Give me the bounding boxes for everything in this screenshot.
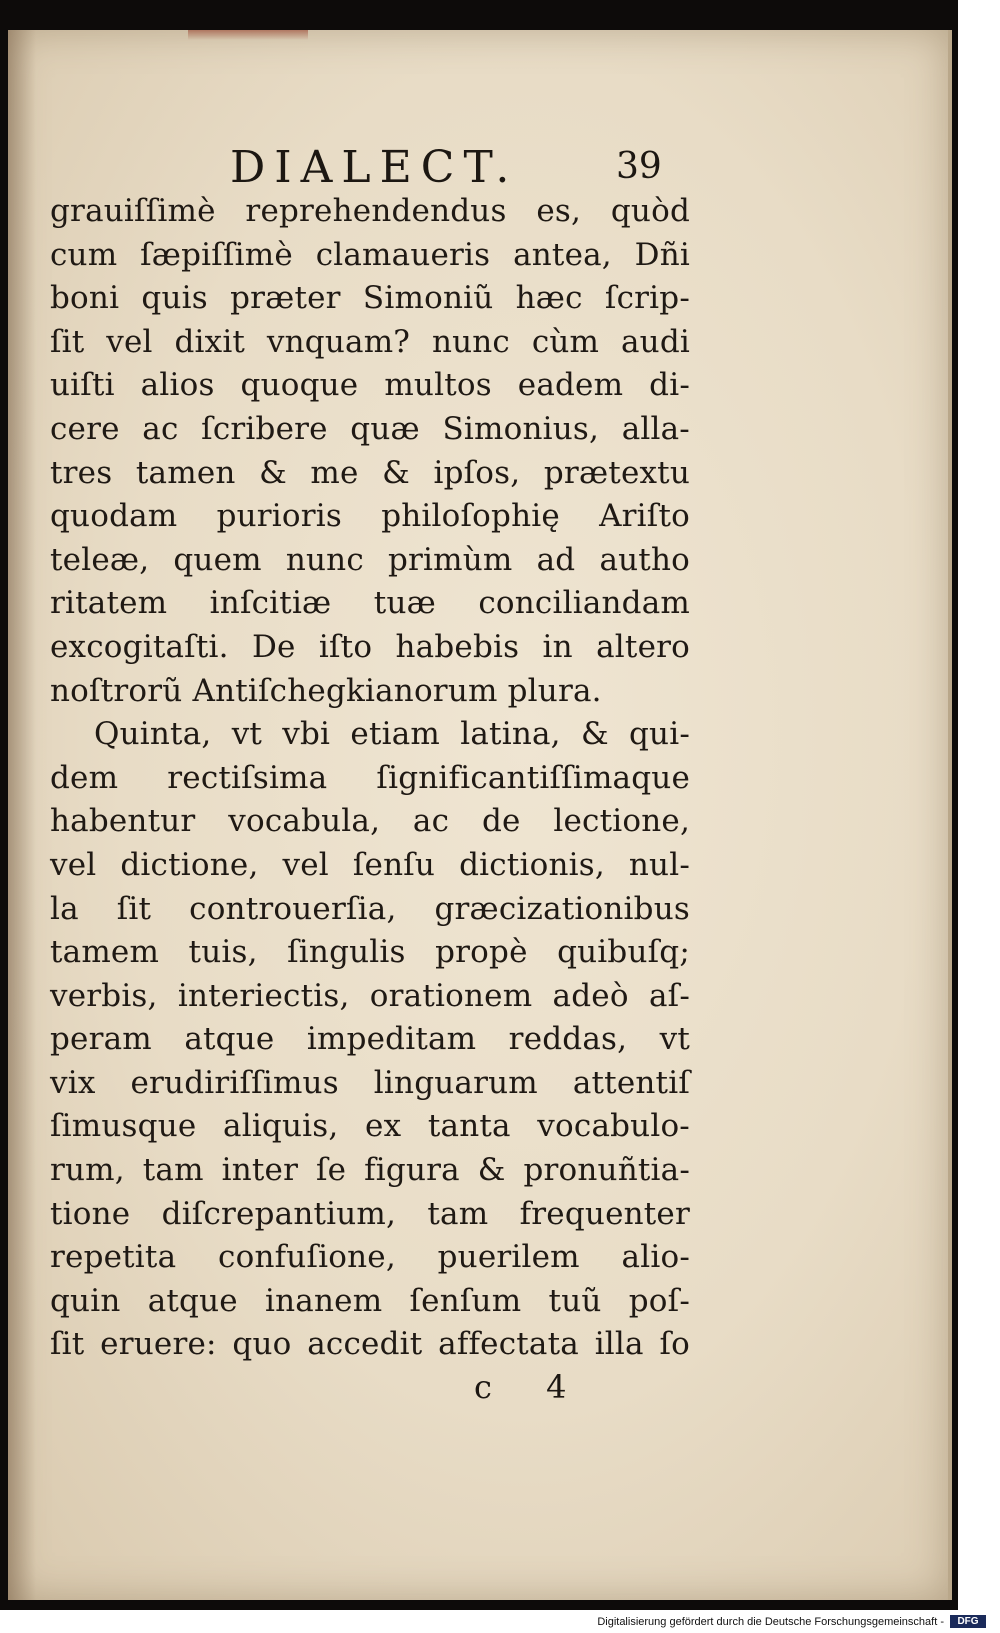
- footer-bar: [0, 1610, 1000, 1633]
- text-line: teleæ, quem nunc primùm ad autho: [50, 541, 690, 578]
- text-line: peram atque impeditam reddas, vt: [50, 1021, 690, 1058]
- signature-mark: c 4: [474, 1368, 589, 1406]
- body-text: [50, 190, 690, 1367]
- text-line: uiſti alios quoque multos eadem di-: [50, 367, 690, 404]
- book-page: [8, 30, 952, 1600]
- text-line: tione diſcrepantium, tam frequenter: [50, 1195, 690, 1232]
- text-line: cere ac ſcribere quæ Simonius, alla-: [50, 410, 690, 447]
- text-line: ritatem inſcitiæ tuæ conciliandam: [50, 585, 690, 622]
- text-line: verbis, interiectis, orationem adeò aſ-: [50, 977, 690, 1014]
- running-head-title: DIALECT.: [230, 142, 519, 193]
- text-line: grauiſſimè reprehendendus es, quòd: [50, 193, 690, 229]
- text-line: quin atque inanem ſenſum tuũ poſ-: [50, 1282, 690, 1319]
- text-line-paragraph-start: Quinta, vt vbi etiam latina, & qui-: [94, 716, 690, 753]
- text-line: la ſit controuerſia, græcizationibus: [50, 890, 690, 927]
- text-line: vix erudiriſſimus linguarum attentiſ: [50, 1064, 690, 1101]
- text-line: quodam purioris philoſophię Ariſto: [50, 498, 690, 535]
- page-gutter-shadow: [8, 30, 36, 1600]
- text-line: noſtrorũ Antiſchegkianorum plura.: [50, 672, 602, 709]
- text-line: habentur vocabula, ac de lectione,: [50, 803, 690, 840]
- dfg-logo: DFG: [950, 1615, 986, 1628]
- text-line: ſit eruere: quo accedit affectata illa ſo: [50, 1326, 690, 1363]
- text-line: cum ſæpiſſimè clamaueris antea, Dñi: [50, 236, 690, 273]
- text-line: vel dictione, vel ſenſu dictionis, nul-: [50, 846, 690, 883]
- text-line: boni quis præter Simoniũ hæc ſcrip-: [50, 280, 690, 317]
- page-number: 39: [616, 146, 662, 187]
- digitization-credit: Digitalisierung gefördert durch die Deutsche Forschungsgemeinschaft -: [597, 1616, 944, 1628]
- text-line: repetita confuſione, puerilem alio-: [50, 1239, 690, 1276]
- text-line: rum, tam inter ſe figura & pronuñtia-: [50, 1152, 690, 1189]
- text-line: dem rectiſsima ſignificantiſſimaque: [50, 759, 690, 796]
- text-line: ſimusque aliquis, ex tanta vocabulo-: [50, 1108, 690, 1145]
- page-stain: [188, 30, 308, 40]
- text-line: excogitaſti. De iſto habebis in altero: [50, 628, 690, 665]
- text-line: tres tamen & me & ipſos, prætextu: [50, 454, 690, 491]
- text-line: tamem tuis, ſingulis propè quibuſq;: [50, 934, 690, 971]
- text-line: ſit vel dixit vnquam? nunc cùm audi: [50, 323, 690, 360]
